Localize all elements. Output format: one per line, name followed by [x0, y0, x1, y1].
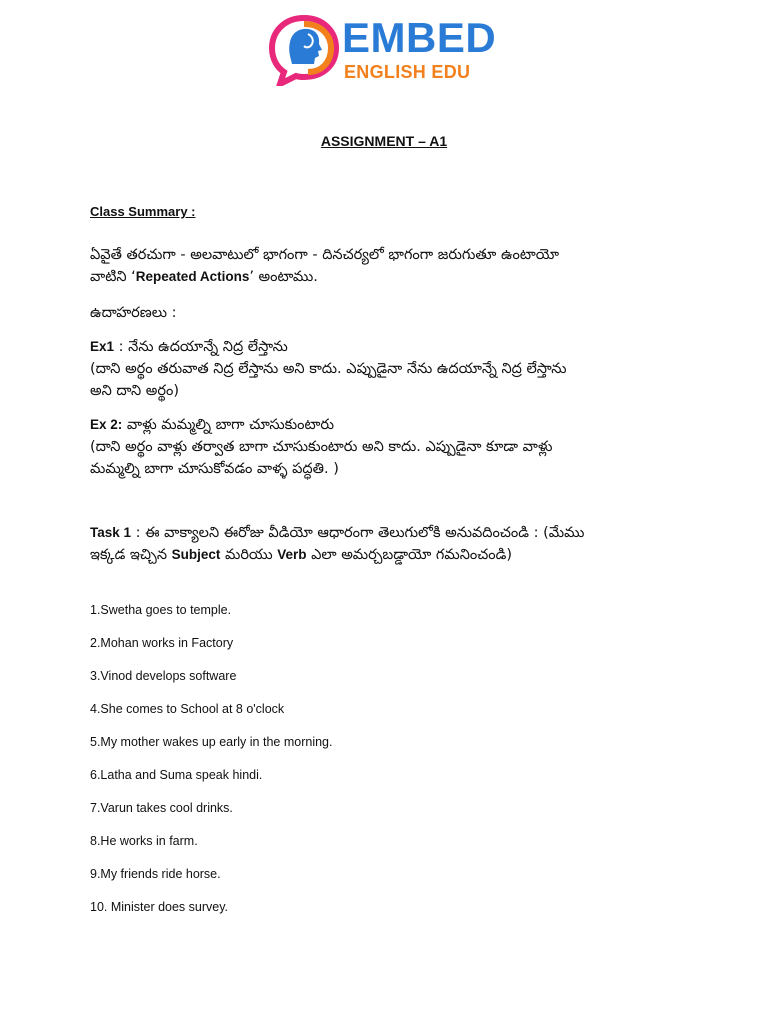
example-1-sentence: Ex1 : నేను ఉదయాన్నే నిద్ర లేస్తాను [90, 339, 288, 355]
example-2 [90, 414, 690, 480]
list-item: 9.My friends ride horse. [90, 867, 221, 881]
list-item: 2.Mohan works in Factory [90, 636, 234, 650]
example-2-label: Ex 2: [90, 417, 123, 432]
class-summary-heading: Class Summary : [90, 204, 196, 219]
example-1 [90, 336, 690, 402]
example-1-explain-line-1: (దాని అర్థం తరువాత నిద్ర లేస్తాను అని కాదు. ఎప్పుడైనా నేను ఉదయాన్నే నిద్ర లేస్తాను [90, 361, 567, 377]
example-2-sentence: Ex 2: వాళ్లు మమ్మల్ని బాగా చూసుకుంటారు [90, 417, 335, 433]
intro-line-2: వాటిని ‘Repeated Actions’ అంటాము. [90, 269, 318, 285]
brand-logo [268, 14, 504, 86]
list-item: 4.She comes to School at 8 o'clock [90, 702, 285, 716]
sentence-list [90, 600, 690, 930]
example-2-explain-line-2: మమ్మల్ని బాగా చూసుకోవడం వాళ్ళ పద్ధతి. ) [90, 461, 339, 477]
examples-label: ఉదాహరణలు : [90, 305, 177, 321]
repeated-actions-term: Repeated Actions [135, 269, 250, 284]
list-item: 10. Minister does survey. [90, 900, 229, 914]
task-1-label: Task 1 [90, 525, 132, 540]
list-item: 8.He works in farm. [90, 834, 198, 848]
subject-term: Subject [171, 547, 221, 562]
list-item: 3.Vinod develops software [90, 669, 237, 683]
list-item: 7.Varun takes cool drinks. [90, 801, 233, 815]
task-1-line-1: Task 1 : ఈ వాక్యాలని ఈరోజు వీడియో ఆధారంగా తెలుగులోకి అనువదించండి : (మేము [90, 525, 585, 541]
verb-term: Verb [277, 547, 307, 562]
example-2-explain-line-1: (దాని అర్థం వాళ్లు తర్వాత బాగా చూసుకుంటారు అని కాదు. ఎప్పుడైనా కూడా వాళ్లు [90, 439, 553, 455]
logo-subtitle: ENGLISH EDU [344, 62, 471, 82]
intro-paragraph [90, 244, 690, 288]
intro-line-1: ఏవైతే తరచుగా - అలవాటులో భాగంగా - దినచర్యలో భాగంగా జరుగుతూ ఉంటాయో [90, 247, 560, 263]
example-1-explain-line-2: అని దాని అర్థం) [90, 383, 180, 399]
list-item: 5.My mother wakes up early in the morning. [90, 735, 333, 749]
list-item: 1.Swetha goes to temple. [90, 603, 232, 617]
task-1-line-2: ఇక్కడ ఇచ్చిన Subject మరియు Verb ఎలా అమర్చబడ్డాయో గమనించండి) [90, 547, 512, 563]
page-title: ASSIGNMENT – A1 [320, 133, 448, 149]
logo-brand-text: EMBED [342, 14, 497, 61]
speech-bubble-head-icon [268, 14, 342, 86]
task-1-instructions [90, 522, 690, 566]
example-1-label: Ex1 [90, 339, 115, 354]
list-item: 6.Latha and Suma speak hindi. [90, 768, 263, 782]
